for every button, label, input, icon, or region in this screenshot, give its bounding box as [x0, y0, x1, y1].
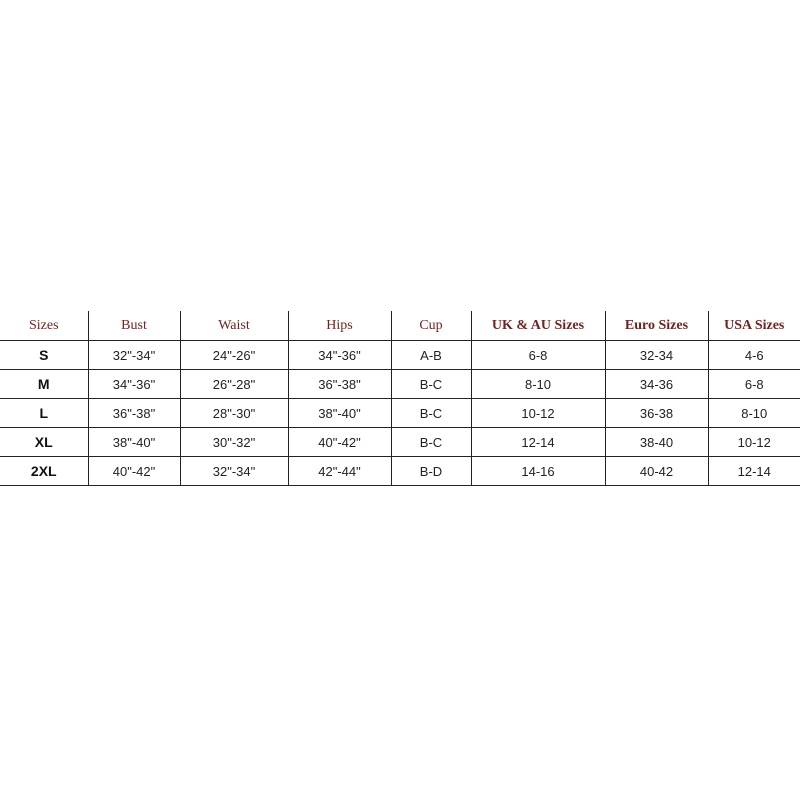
cup-cell: B-C [391, 399, 471, 428]
uk-au-cell: 6-8 [471, 341, 605, 370]
cup-cell: B-C [391, 370, 471, 399]
header-sizes: Sizes [0, 311, 88, 341]
usa-cell: 10-12 [708, 428, 800, 457]
bust-cell: 38"-40" [88, 428, 180, 457]
cup-cell: B-C [391, 428, 471, 457]
header-bust: Bust [88, 311, 180, 341]
header-euro-sizes: Euro Sizes [605, 311, 708, 341]
size-cell: M [0, 370, 88, 399]
table-row [0, 457, 800, 486]
hips-cell: 42"-44" [288, 457, 391, 486]
header-waist: Waist [180, 311, 288, 341]
header-cup: Cup [391, 311, 471, 341]
header-uk-au-sizes: UK & AU Sizes [471, 311, 605, 341]
hips-cell: 36"-38" [288, 370, 391, 399]
bust-cell: 36"-38" [88, 399, 180, 428]
euro-cell: 40-42 [605, 457, 708, 486]
uk-au-cell: 8-10 [471, 370, 605, 399]
waist-cell: 24"-26" [180, 341, 288, 370]
uk-au-cell: 14-16 [471, 457, 605, 486]
euro-cell: 34-36 [605, 370, 708, 399]
euro-cell: 36-38 [605, 399, 708, 428]
table-row [0, 428, 800, 457]
size-chart-table [0, 311, 800, 486]
hips-cell: 34"-36" [288, 341, 391, 370]
table-row [0, 370, 800, 399]
euro-cell: 38-40 [605, 428, 708, 457]
header-row [0, 311, 800, 341]
cup-cell: A-B [391, 341, 471, 370]
uk-au-cell: 10-12 [471, 399, 605, 428]
hips-cell: 38"-40" [288, 399, 391, 428]
waist-cell: 30"-32" [180, 428, 288, 457]
hips-cell: 40"-42" [288, 428, 391, 457]
bust-cell: 34"-36" [88, 370, 180, 399]
usa-cell: 6-8 [708, 370, 800, 399]
cup-cell: B-D [391, 457, 471, 486]
table-row [0, 399, 800, 428]
waist-cell: 32"-34" [180, 457, 288, 486]
size-cell: L [0, 399, 88, 428]
waist-cell: 28"-30" [180, 399, 288, 428]
uk-au-cell: 12-14 [471, 428, 605, 457]
waist-cell: 26"-28" [180, 370, 288, 399]
size-cell: S [0, 341, 88, 370]
size-cell: 2XL [0, 457, 88, 486]
header-hips: Hips [288, 311, 391, 341]
usa-cell: 8-10 [708, 399, 800, 428]
size-cell: XL [0, 428, 88, 457]
euro-cell: 32-34 [605, 341, 708, 370]
bust-cell: 32"-34" [88, 341, 180, 370]
usa-cell: 4-6 [708, 341, 800, 370]
usa-cell: 12-14 [708, 457, 800, 486]
table-row [0, 341, 800, 370]
header-usa-sizes: USA Sizes [708, 311, 800, 341]
bust-cell: 40"-42" [88, 457, 180, 486]
